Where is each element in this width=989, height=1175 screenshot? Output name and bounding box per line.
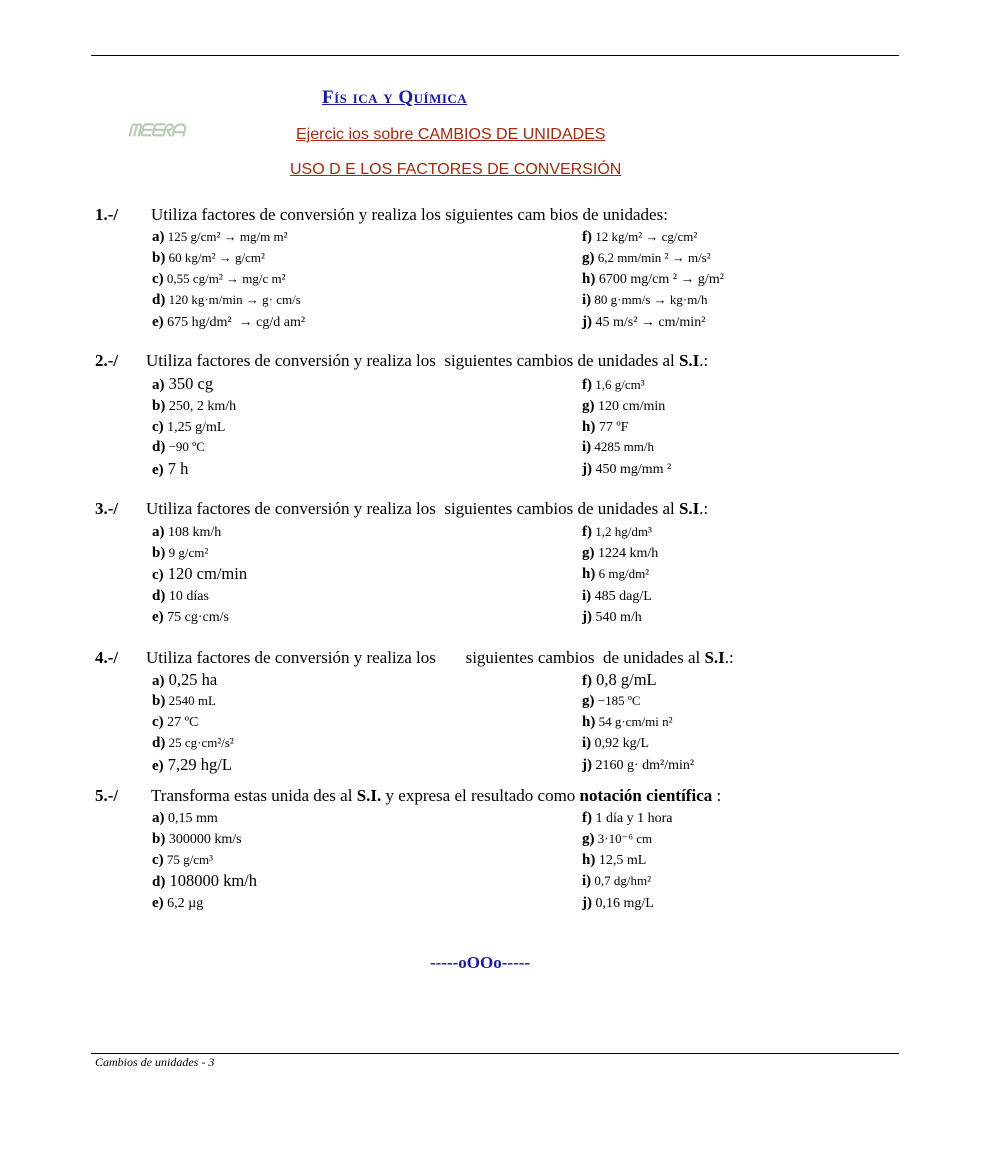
list-item: e) 7,29 hg/L [152, 755, 232, 774]
list-item: h) 54 g·cm/mi n² [582, 714, 673, 730]
list-item: h) 6 mg/dm² [582, 566, 650, 582]
list-item: i) 80 g·mm/s → kg·m/h [582, 292, 708, 308]
list-item: b) 60 kg/m² → g/cm² [152, 250, 265, 266]
list-item: f) 1,2 hg/dm³ [582, 524, 652, 540]
list-item: c) 1,25 g/mL [152, 419, 226, 435]
list-item: j) 450 mg/mm ² [582, 461, 672, 477]
subtitle-cambios: Ejercic ios sobre CAMBIOS DE UNIDADES [296, 126, 606, 143]
list-item: j) 2160 g· dm²/min² [582, 757, 695, 773]
list-item: i) 0,7 dg/hm² [582, 873, 652, 889]
exercise-prompt: Utiliza factores de conversión y realiza los siguientes cambios de unidades al S.I.: [146, 499, 709, 518]
list-item: j) 0,16 mg/L [582, 895, 654, 911]
list-item: j) 540 m/h [582, 609, 642, 625]
exercise-prompt: Utiliza factores de conversión y realiza los siguientes cambios de unidades al S.I.: [146, 648, 734, 667]
end-mark: -----oOOo----- [430, 953, 531, 972]
exercise-number: 3.-/ [95, 499, 119, 518]
list-item: b) 2540 mL [152, 693, 216, 709]
list-item: i) 4285 mm/h [582, 439, 655, 455]
list-item: h) 6700 mg/cm ² → g/m² [582, 271, 724, 287]
list-item: b) 300000 km/s [152, 831, 242, 847]
list-item: g) 1224 km/h [582, 545, 659, 561]
logo-watermark: ᗰᗴᗴᖇᗩ [128, 121, 184, 140]
list-item: g) 3·10⁻⁶ cm [582, 831, 653, 847]
subtitle-factores: USO D E LOS FACTORES DE CONVERSIÓN [290, 161, 622, 178]
top-rule [91, 55, 899, 56]
list-item: c) 0,55 cg/m² → mg/c m² [152, 271, 286, 287]
list-item: a) 125 g/cm² → mg/m m² [152, 229, 288, 245]
list-item: h) 77 ºF [582, 419, 629, 435]
list-item: d) 10 días [152, 588, 209, 604]
list-item: d) 120 kg·m/min → g· cm/s [152, 292, 301, 308]
list-item: a) 108 km/h [152, 524, 222, 540]
list-item: b) 9 g/cm² [152, 545, 209, 561]
page-footer: Cambios de unidades - 3 [95, 1055, 215, 1069]
list-item: d) 25 cg·cm²/s² [152, 735, 234, 751]
list-item: a) 0,25 ha [152, 670, 218, 689]
list-item: e) 7 h [152, 459, 189, 478]
list-item: a) 350 cg [152, 374, 214, 393]
list-item: g) −185 ºC [582, 693, 641, 709]
list-item: i) 0,92 kg/L [582, 735, 650, 751]
list-item: c) 27 ºC [152, 714, 199, 730]
exercise-prompt: Transforma estas unida des al S.I. y expresa el resultado como notación científica : [151, 786, 722, 805]
list-item: h) 12,5 mL [582, 852, 647, 868]
list-item: g) 6,2 mm/min ² → m/s² [582, 250, 711, 266]
list-item: b) 250, 2 km/h [152, 398, 237, 414]
list-item: f) 12 kg/m² → cg/cm² [582, 229, 698, 245]
exercise-prompt: Utiliza factores de conversión y realiza los siguientes cam bios de unidades: [151, 205, 668, 224]
list-item: g) 120 cm/min [582, 398, 666, 414]
list-item: f) 1,6 g/cm³ [582, 377, 645, 393]
exercise-number: 5.-/ [95, 786, 119, 805]
footer-rule [91, 1053, 899, 1054]
list-item: c) 75 g/cm³ [152, 852, 214, 868]
list-item: a) 0,15 mm [152, 810, 218, 826]
list-item: e) 75 cg·cm/s [152, 609, 229, 625]
list-item: c) 120 cm/min [152, 564, 248, 583]
list-item: j) 45 m/s² → cm/min² [582, 314, 706, 330]
list-item: f) 1 día y 1 hora [582, 810, 673, 826]
list-item: i) 485 dag/L [582, 588, 652, 604]
list-item: d) 108000 km/h [152, 871, 258, 890]
exercise-number: 4.-/ [95, 648, 119, 667]
list-item: d) −90 ºC [152, 439, 205, 455]
list-item: e) 6,2 µg [152, 895, 204, 911]
exercise-number: 1.-/ [95, 205, 119, 224]
list-item: f) 0,8 g/mL [582, 670, 657, 689]
page-title: Fís ica y Química [322, 87, 468, 108]
list-item: e) 675 hg/dm² → cg/d am² [152, 314, 306, 330]
exercise-prompt: Utiliza factores de conversión y realiza los siguientes cambios de unidades al S.I.: [146, 351, 709, 370]
exercise-number: 2.-/ [95, 351, 119, 370]
